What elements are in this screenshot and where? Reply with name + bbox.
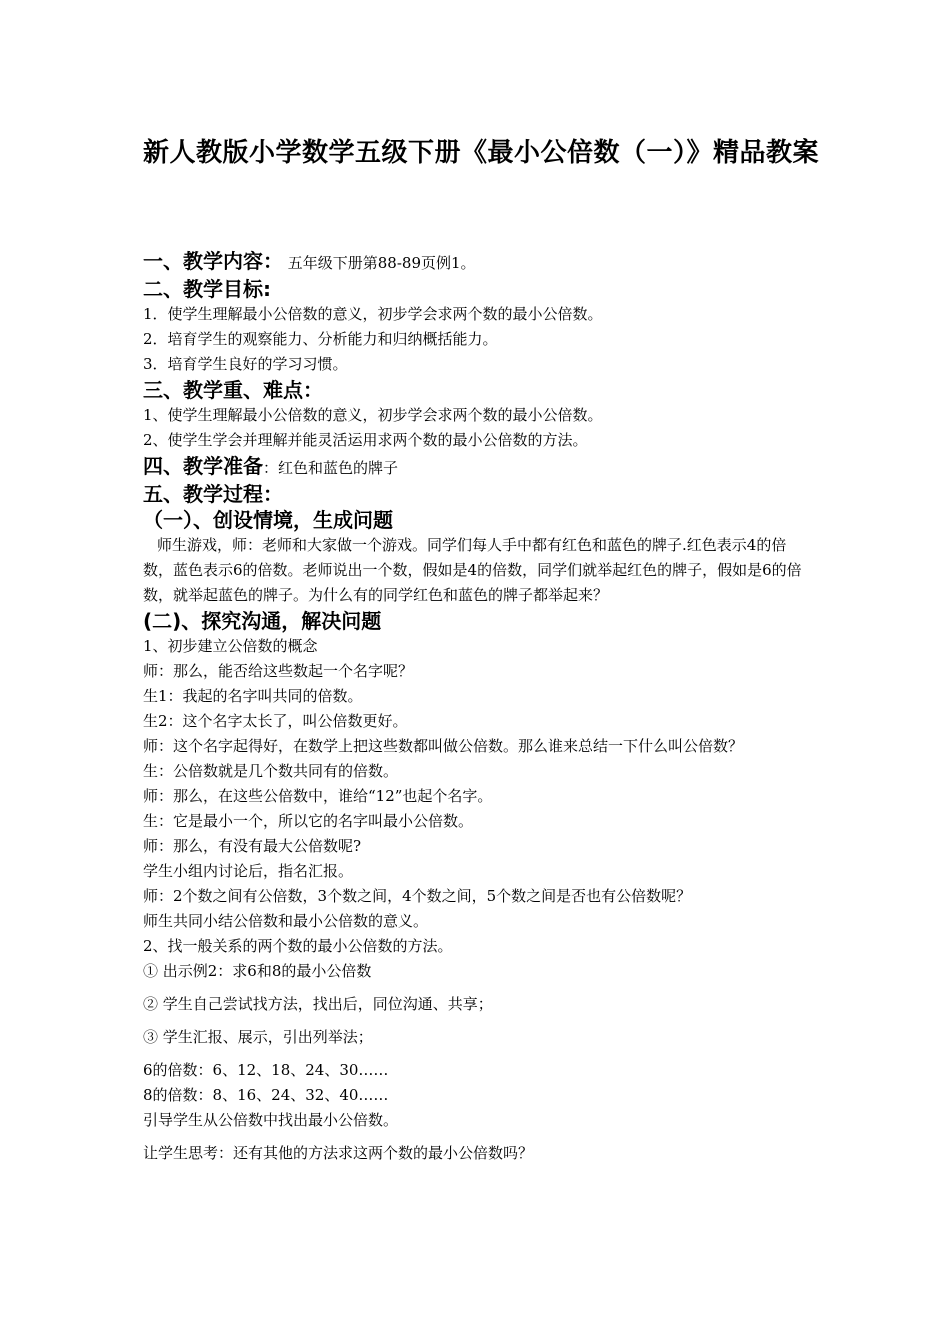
goal-item: 3．培育学生良好的学习习惯。 <box>143 355 348 373</box>
section-content-text: 五年级下册第88-89页例1。 <box>283 254 476 272</box>
dialogue-line: 生：公倍数就是几个数共同有的倍数。 <box>143 762 399 780</box>
dialogue-line: 师：2个数之间有公倍数，3个数之间，4个数之间，5个数之间是否也有公倍数呢？ <box>143 887 692 905</box>
part1-paragraph: 师生游戏，师：老师和大家做一个游戏。同学们每人手中都有红色和蓝色的牌子.红色表示4的倍数，蓝色表示6的倍数。老师说出一个数，假如是4的倍数，同学们就举起红色的牌子，假如是6的倍数，就举起蓝色的牌子。为什么有的同学红色和蓝色的牌子都举起来？ <box>143 536 802 604</box>
section-key-heading: 三、教学重、难点： <box>143 378 323 402</box>
guide-line: 引导学生从公倍数中找出最小公倍数。 <box>143 1111 399 1129</box>
dialogue-line: 生：它是最小一个，所以它的名字叫最小公倍数。 <box>143 812 474 830</box>
section-process-heading: 五、教学过程： <box>143 482 283 506</box>
dialogue-line: 师：这个名字起得好，在数学上把这些数都叫做公倍数。那么谁来总结一下什么叫公倍数？ <box>143 737 744 755</box>
section-prep-text: ：红色和蓝色的牌子 <box>263 459 399 477</box>
key-point-item: 1、使学生理解最小公倍数的意义，初步学会求两个数的最小公倍数。 <box>143 406 603 424</box>
dialogue-line: 师：那么，能否给这些数起一个名字呢？ <box>143 662 414 680</box>
part2-heading: (二)、探究沟通，解决问题 <box>143 609 382 633</box>
section-goals-heading: 二、教学目标: <box>143 277 271 301</box>
goal-item: 2．培育学生的观察能力、分析能力和归纳概括能力。 <box>143 330 498 348</box>
dialogue-line: 师：那么，在这些公倍数中，谁给“12”也起个名字。 <box>143 787 493 805</box>
dialogue-line: 学生小组内讨论后，指名汇报。 <box>143 862 354 880</box>
step-three: ③ 学生汇报、展示，引出列举法； <box>143 1028 373 1046</box>
key-point-item: 2、使学生学会并理解并能灵活运用求两个数的最小公倍数的方法。 <box>143 431 588 449</box>
document-title: 新人教版小学数学五级下册《最小公倍数（一）》精品教案 <box>143 138 820 168</box>
section-prep <box>143 453 813 481</box>
dialogue-line: 生2：这个名字太长了，叫公倍数更好。 <box>143 712 408 730</box>
section-prep-heading: 四、教学准备 <box>143 454 263 478</box>
section-content-heading: 一、教学内容： <box>143 249 283 273</box>
multiples-of-six: 6的倍数：6、12、18、24、30…… <box>143 1061 389 1079</box>
dialogue-line: 生1：我起的名字叫共同的倍数。 <box>143 687 363 705</box>
think-line: 让学生思考：还有其他的方法求这两个数的最小公倍数吗？ <box>143 1144 534 1162</box>
goal-item: 1．使学生理解最小公倍数的意义，初步学会求两个数的最小公倍数。 <box>143 305 603 323</box>
multiples-of-eight: 8的倍数：8、16、24、32、40…… <box>143 1086 389 1104</box>
section-content <box>143 248 813 276</box>
dialogue-line: 1、初步建立公倍数的概念 <box>143 637 318 655</box>
dialogue-line: ① 出示例2：求6和8的最小公倍数 <box>143 962 372 980</box>
dialogue-line: 2、找一般关系的两个数的最小公倍数的方法。 <box>143 937 453 955</box>
dialogue-line: 师生共同小结公倍数和最小公倍数的意义。 <box>143 912 429 930</box>
step-two: ② 学生自己尝试找方法，找出后，同位沟通、共享； <box>143 995 493 1013</box>
document-body <box>143 248 813 1166</box>
dialogue-line: 师：那么，有没有最大公倍数呢? <box>143 837 362 855</box>
part1-heading: （一）、创设情境，生成问题 <box>143 508 393 532</box>
